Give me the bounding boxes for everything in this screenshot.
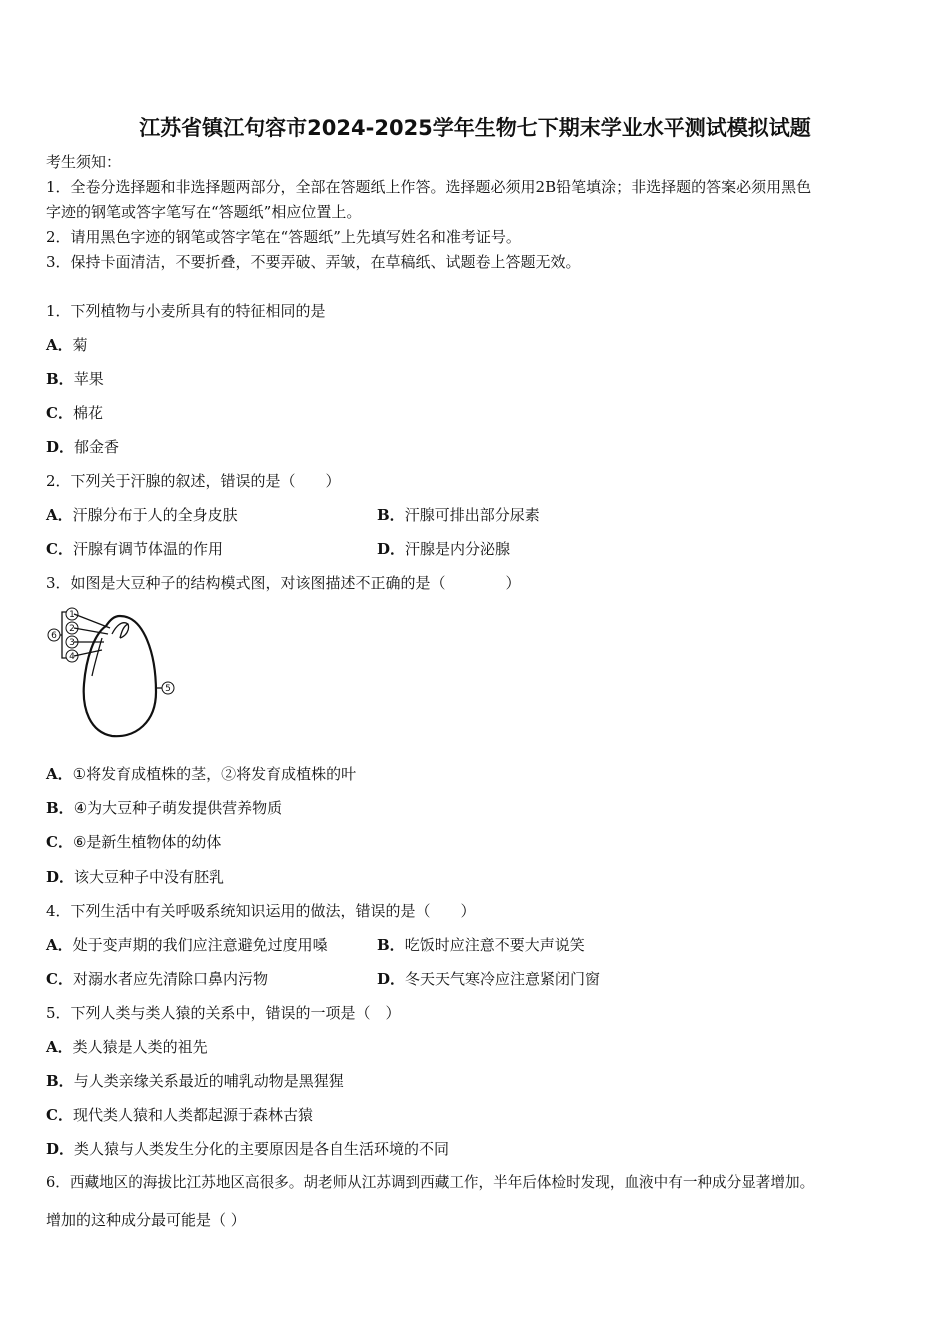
- option-text: 类人猿与人类发生分化的主要原因是各自生活环境的不同: [74, 1140, 450, 1158]
- notice-item-1: 1．全卷分选择题和非选择题两部分，全部在答题纸上作答。选择题必须用2B铅笔填涂；非选择题的答案必须用黑色: [46, 178, 812, 196]
- question-3-option-c[interactable]: [46, 832, 221, 852]
- soybean-seed-diagram: [44, 604, 184, 740]
- option-text: 菊: [72, 336, 88, 354]
- question-6-stem-cont: 增加的这种成分最可能是（ ）: [46, 1211, 246, 1229]
- page-title: 江苏省镇江句容市2024-2025学年生物七下期末学业水平测试模拟试题: [139, 116, 811, 140]
- option-text: 汗腺分布于人的全身皮肤: [72, 506, 238, 524]
- label-2: 2: [69, 624, 75, 634]
- option-text: 处于变声期的我们应注意避免过度用嗓: [72, 936, 328, 954]
- option-letter: B．: [46, 370, 74, 388]
- option-letter: B．: [377, 506, 405, 524]
- option-letter: A．: [46, 506, 73, 524]
- option-text: 对溺水者应先清除口鼻内污物: [72, 970, 268, 988]
- option-text: 苹果: [73, 370, 104, 388]
- notice-item-3: 3．保持卡面清洁，不要折叠，不要弄破、弄皱，在草稿纸、试题卷上答题无效。: [46, 253, 581, 271]
- option-text: 吃饭时应注意不要大声说笑: [404, 936, 585, 954]
- question-2-stem: 2．下列关于汗腺的叙述，错误的是（ ）: [46, 472, 341, 490]
- option-letter: A．: [46, 1038, 73, 1056]
- question-3-option-d[interactable]: [46, 867, 224, 887]
- option-letter: C．: [46, 833, 73, 851]
- question-5-option-d[interactable]: [46, 1139, 449, 1159]
- option-text: 汗腺有调节体温的作用: [72, 540, 223, 558]
- option-letter: C．: [46, 404, 73, 422]
- question-2-option-b[interactable]: [377, 505, 540, 525]
- question-2-option-a[interactable]: [46, 505, 238, 525]
- question-1-option-a[interactable]: [46, 335, 88, 355]
- question-2-option-d[interactable]: [377, 539, 510, 559]
- option-letter: A．: [46, 336, 73, 354]
- question-4-option-d[interactable]: [377, 969, 600, 989]
- question-3-option-b[interactable]: [46, 798, 282, 818]
- label-3: 3: [69, 638, 75, 648]
- option-letter: C．: [46, 1106, 73, 1124]
- option-letter: A．: [46, 765, 73, 783]
- question-3-stem: 3．如图是大豆种子的结构模式图，对该图描述不正确的是（ ）: [46, 574, 521, 592]
- option-letter: D．: [46, 868, 75, 886]
- option-text: 与人类亲缘关系最近的哺乳动物是黑猩猩: [73, 1072, 344, 1090]
- option-text: 类人猿是人类的祖先: [72, 1038, 208, 1056]
- question-1-option-b[interactable]: [46, 369, 104, 389]
- question-2-option-c[interactable]: [46, 539, 223, 559]
- question-4-option-c[interactable]: [46, 969, 268, 989]
- option-letter: A．: [46, 936, 73, 954]
- option-text: 汗腺可排出部分尿素: [404, 506, 540, 524]
- option-letter: C．: [46, 970, 73, 988]
- option-letter: B．: [46, 1072, 74, 1090]
- option-text: ⑥是新生植物体的幼体: [72, 833, 222, 851]
- question-4-stem: 4．下列生活中有关呼吸系统知识运用的做法，错误的是（ ）: [46, 902, 476, 920]
- label-4: 4: [69, 652, 75, 662]
- option-letter: D．: [46, 1140, 75, 1158]
- option-text: 该大豆种子中没有胚乳: [74, 868, 225, 886]
- label-5: 5: [165, 684, 171, 694]
- label-6: 6: [51, 631, 57, 641]
- option-letter: D．: [377, 970, 406, 988]
- option-letter: C．: [46, 540, 73, 558]
- question-1-stem: 1．下列植物与小麦所具有的特征相同的是: [46, 302, 326, 320]
- question-4-option-b[interactable]: [377, 935, 585, 955]
- question-5-option-b[interactable]: [46, 1071, 344, 1091]
- option-letter: D．: [377, 540, 406, 558]
- notice-heading: 考生须知：: [46, 153, 122, 171]
- option-text: 汗腺是内分泌腺: [405, 540, 511, 558]
- label-1: 1: [69, 610, 75, 620]
- question-1-option-d[interactable]: [46, 437, 119, 457]
- option-text: 棉花: [72, 404, 103, 422]
- question-5-option-a[interactable]: [46, 1037, 208, 1057]
- option-text: 郁金香: [74, 438, 120, 456]
- notice-item-2: 2．请用黑色字迹的钢笔或答字笔在“答题纸”上先填写姓名和准考证号。: [46, 228, 521, 246]
- option-text: ④为大豆种子萌发提供营养物质: [73, 799, 283, 817]
- option-letter: B．: [377, 936, 405, 954]
- option-text: ①将发育成植株的茎，②将发育成植株的叶: [72, 765, 357, 783]
- option-text: 现代类人猿和人类都起源于森林古猿: [72, 1106, 313, 1124]
- option-letter: B．: [46, 799, 74, 817]
- question-6-stem: 6．西藏地区的海拔比江苏地区高很多。胡老师从江苏调到西藏工作，半年后体检时发现，血液中有一种成分显著增加。: [46, 1174, 815, 1191]
- option-letter: D．: [46, 438, 75, 456]
- question-1-option-c[interactable]: [46, 403, 103, 423]
- question-3-option-a[interactable]: [46, 764, 356, 784]
- question-5-stem: 5．下列人类与类人猿的关系中，错误的一项是（ ）: [46, 1004, 401, 1022]
- option-text: 冬天天气寒冷应注意紧闭门窗: [405, 970, 601, 988]
- notice-item-1-cont: 字迹的钢笔或答字笔写在“答题纸”相应位置上。: [46, 203, 362, 221]
- question-5-option-c[interactable]: [46, 1105, 313, 1125]
- question-4-option-a[interactable]: [46, 935, 328, 955]
